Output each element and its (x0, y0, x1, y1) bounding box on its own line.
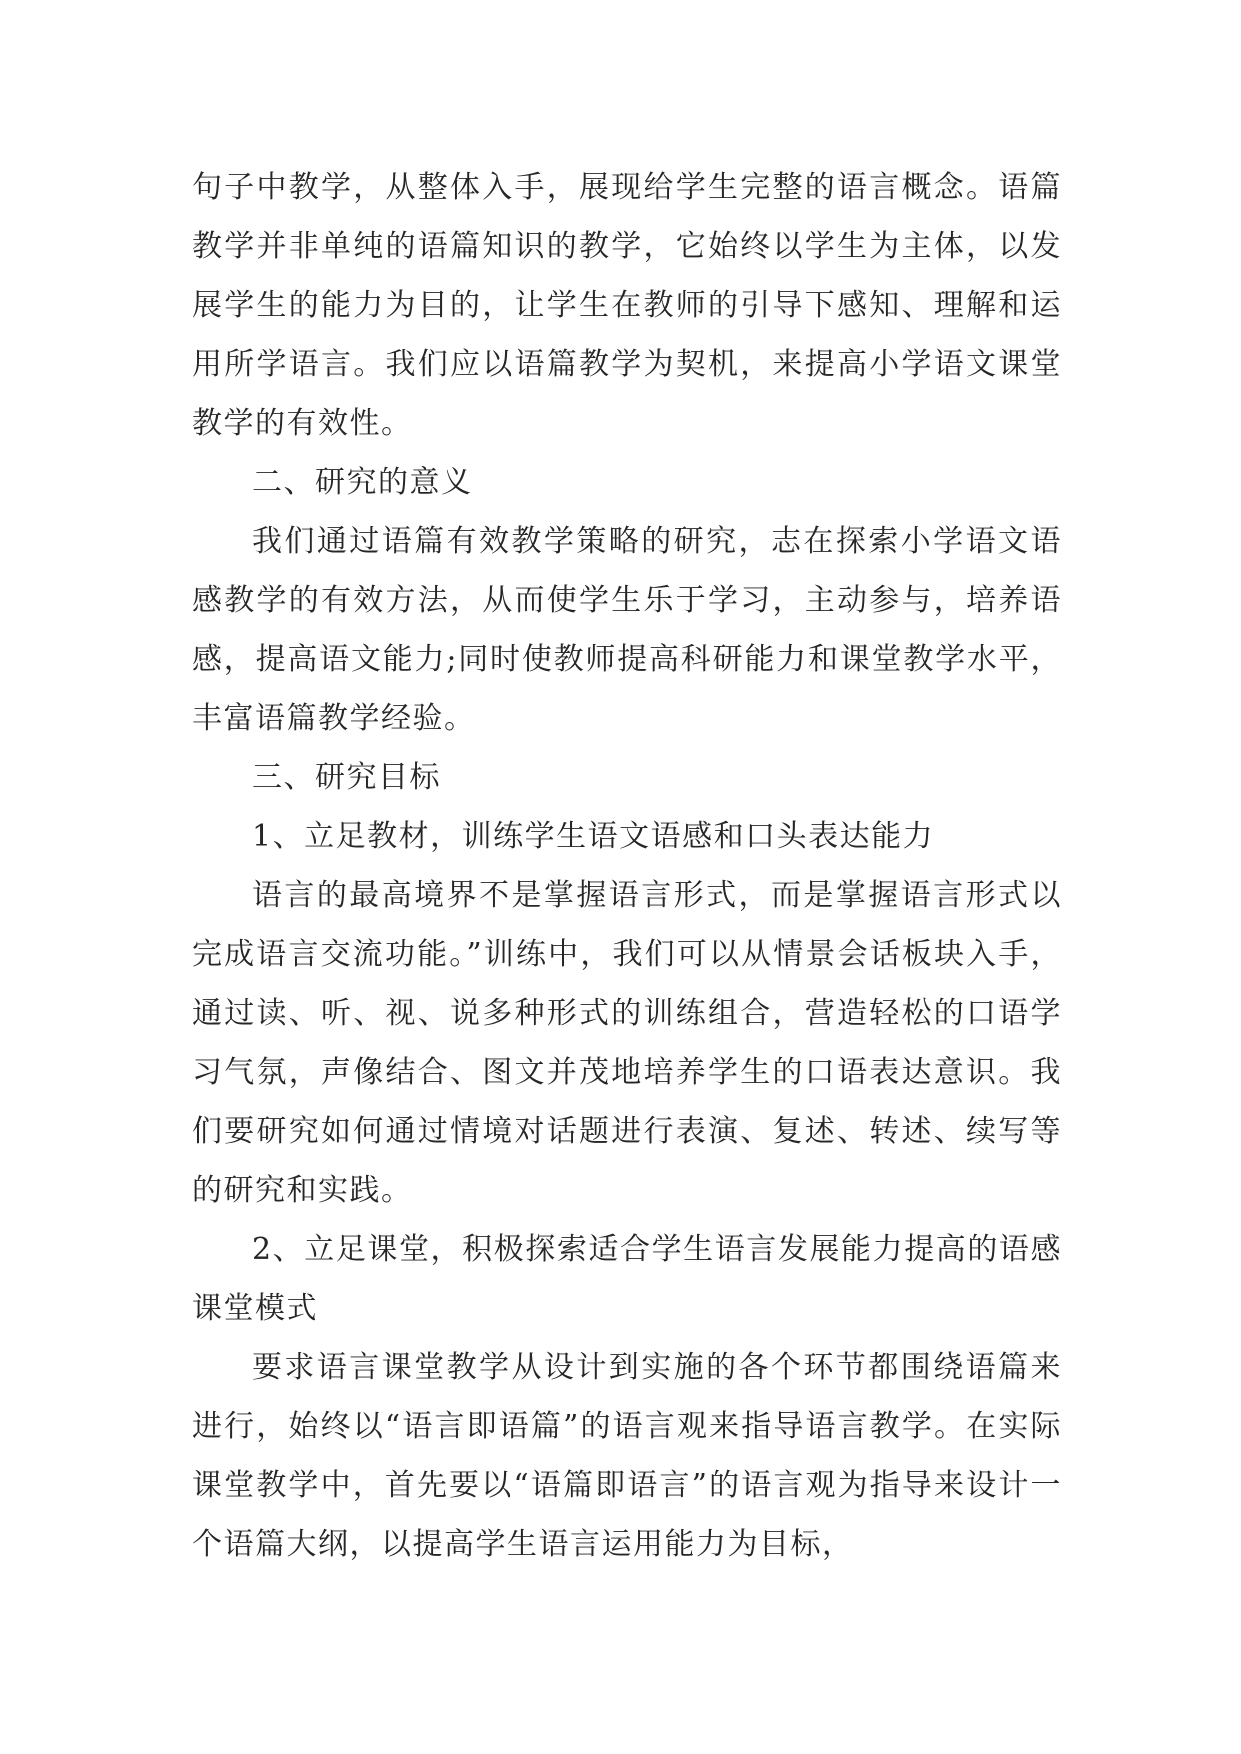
paragraph-objective-2: 要求语言课堂教学从设计到实施的各个环节都围绕语篇来进行，始终以“语言即语篇”的语言观来指导语言教学。在实际课堂教学中，首先要以“语篇即语言”的语言观为指导来设计一个语篇大纲，以提高学生语言运用能力为目标， (192, 1350, 1062, 1562)
objective-1-heading: 1、立足教材，训练学生语文语感和口头表达能力 (252, 819, 935, 854)
paragraph-continued: 句子中教学，从整体入手，展现给学生完整的语言概念。语篇教学并非单纯的语篇知识的教学，它始终以学生为主体，以发展学生的能力为目的，让学生在教师的引导下感知、理解和运用所学语言。我们应以语篇教学为契机，来提高小学语文课堂教学的有效性。 (192, 170, 1062, 441)
paragraph-objective-1: 语言的最高境界不是掌握语言形式，而是掌握语言形式以完成语言交流功能。”训练中，我们可以从情景会话板块入手，通过读、听、视、说多种形式的训练组合，营造轻松的口语学习气氛，声像结合、图文并茂地培养学生的口语表达意识。我们要研究如何通过情境对话题进行表演、复述、转述、续写等的研究和实践。 (192, 878, 1062, 1208)
objective-2-heading: 2、立足课堂，积极探索适合学生语言发展能力提高的语感课堂模式 (192, 1232, 1062, 1326)
section-heading-significance: 二、研究的意义 (252, 465, 473, 500)
paragraph-significance: 我们通过语篇有效教学策略的研究，志在探索小学语文语感教学的有效方法，从而使学生乐于学习，主动参与，培养语感，提高语文能力;同时使教师提高科研能力和课堂教学水平，丰富语篇教学经验。 (192, 524, 1062, 736)
section-heading-objectives: 三、研究目标 (252, 760, 441, 795)
document-body (192, 158, 1062, 1574)
